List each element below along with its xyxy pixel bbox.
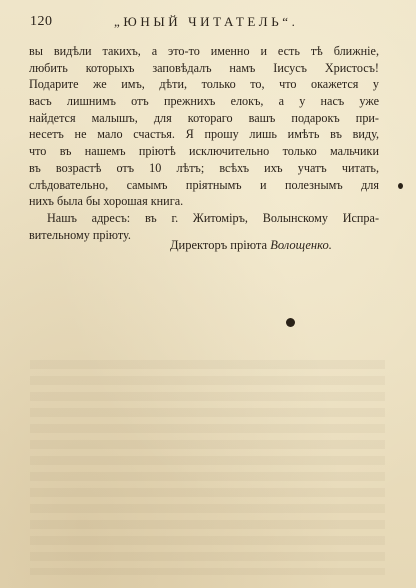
ink-blot bbox=[286, 318, 295, 327]
signature bbox=[170, 238, 332, 253]
show-through-bleed bbox=[30, 360, 385, 575]
text-line: несетъ не мало счастья. Я прошу лишь имѣть въ виду, bbox=[29, 127, 379, 142]
ink-blot bbox=[398, 183, 403, 189]
text-line: Подарите же имъ, дѣти, только то, что окажется у bbox=[29, 77, 379, 92]
text-line: слѣдовательно, самымъ пріятнымъ и полезнымъ для bbox=[29, 177, 379, 192]
address-line: вительному пріюту. bbox=[29, 227, 131, 242]
text-line: въ возрастѣ отъ 10 лѣтъ; всѣхъ ихъ учатъ читать, bbox=[29, 160, 379, 175]
text-line: васъ лишнимъ отъ прежнихъ елокъ, а у насъ уже bbox=[29, 94, 379, 109]
text-line: любить которыхъ заповѣдалъ намъ Іисусъ Христосъ! bbox=[29, 60, 379, 75]
text-line: что въ нашемъ пріютѣ исключительно только мальчики bbox=[29, 144, 379, 159]
address-line: Нашъ адресъ: въ г. Житоміръ, Волынскому Испра- bbox=[47, 210, 379, 225]
text-line: нихъ была бы хорошая книга. bbox=[29, 194, 184, 209]
text-line: найдется малышъ, для котораго вашъ подарокъ при- bbox=[29, 110, 379, 125]
page-header bbox=[30, 14, 380, 34]
running-title: „ЮНЫЙ ЧИТАТЕЛЬ“. bbox=[114, 14, 299, 29]
text-line: вы видѣли такихъ, а это-то именно и есть тѣ ближніе, bbox=[29, 44, 379, 58]
page-number: 120 bbox=[30, 14, 53, 29]
signature-name: Волощенко. bbox=[270, 238, 332, 252]
signature-prefix: Директоръ пріюта bbox=[170, 238, 271, 252]
body-text bbox=[29, 43, 379, 243]
